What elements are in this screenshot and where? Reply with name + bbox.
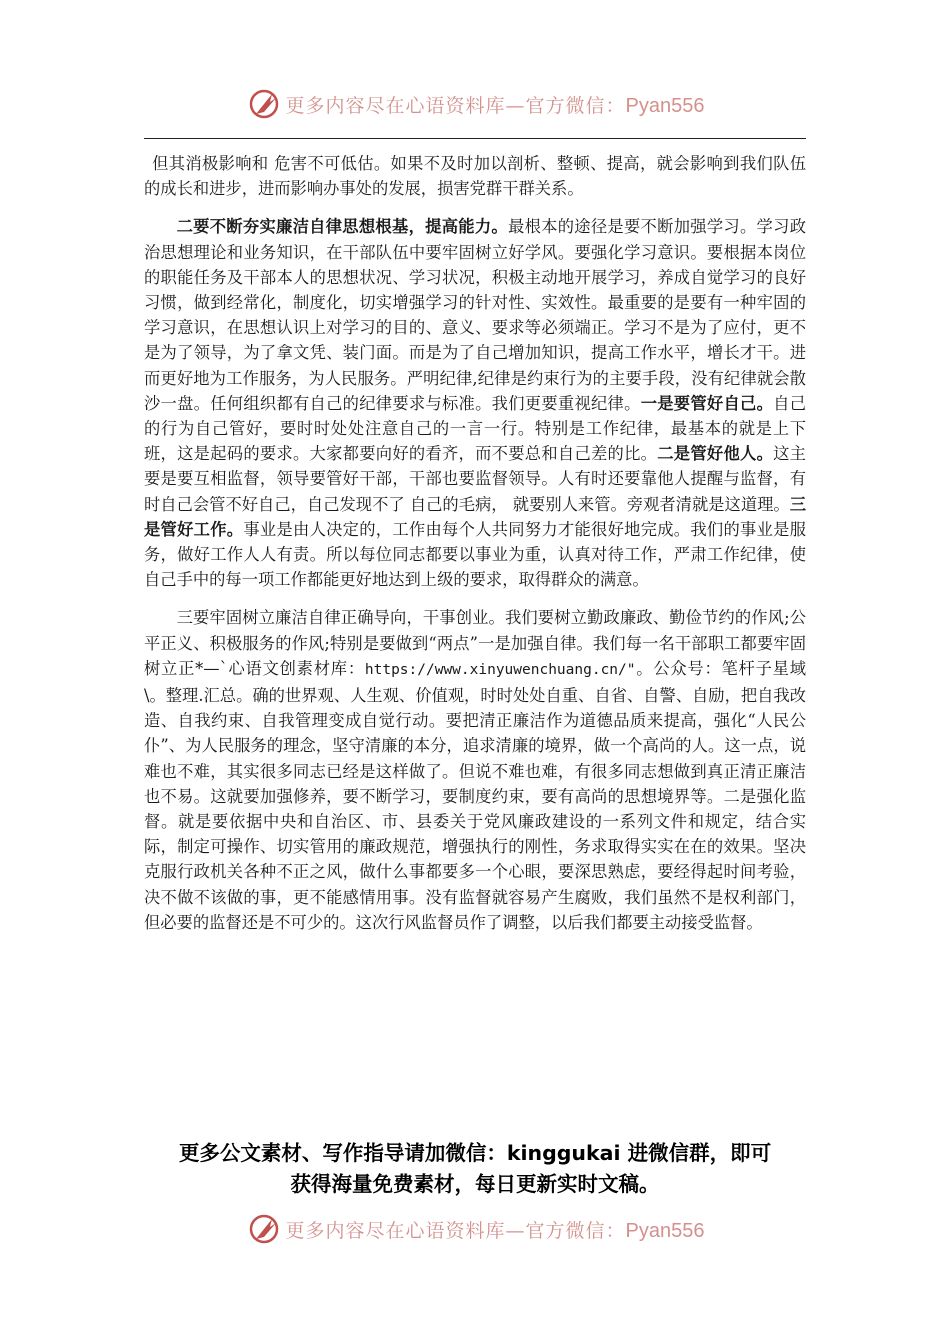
footer-banner-text: 更多内容尽在心语资料库—官方微信：Pyan556	[285, 1219, 705, 1242]
point-2-heading: 二是管好他人。	[657, 444, 774, 464]
header-banner	[0, 84, 950, 124]
source-url: https://www.xinyuwenchuang.cn/"	[364, 661, 636, 678]
paragraph-3: 三要牢固树立廉洁自律正确导向，干事创业。我们要树立勤政廉政、勤俭节约的作风;公平正义、积极服务的作风;特别是要做到“两点”一是加强自律。我们每一名干部职工都要牢固树立正*—`心语文创素材库：https://www.xinyuwenchuang.cn/"。公众号：笔杆子星域\。整理.汇总。确的世界观、人生观、价值观，时时处处自重、自省、自警、自励，把自我改造、自我约束、自我管理变成自觉行动。要把清正廉洁作为道德品质来提高，强化“人民公仆”、为人民服务的理念，坚守清廉的本分，追求清廉的境界，做一个高尚的人。这一点，说难也不难，其实很多同志已经是这样做了。但说不难也难，有很多同志想做到真正清正廉洁也不易。这就要加强修养，要不断学习，要制度约束，要有高尚的思想境界等。二是强化监督。就是要依据中央和自治区、市、县委关于党风廉政建设的一系列文件和规定，结合实际，制定可操作、切实管用的廉政规范，增强执行的刚性，务求取得实实在在的效果。坚决克服行政机关各种不正之风，做什么事都要多一个心眼，要深思熟虑，要经得起时间考验，决不做不该做的事，更不能感情用事。没有监督就容易产生腐败，我们虽然不是权利部门，但必要的监督还是不可少的。这次行风监督员作了调整，以后我们都要主动接受监督。	[144, 608, 806, 932]
paragraph-2: 二要不断夯实廉洁自律思想根基，提高能力。最根本的途径是要不断加强学习。学习政治思想理论和业务知识，在干部队伍中要牢固树立好学风。要强化学习意识。要根据本岗位的职能任务及干部本人的思想状况、学习状况，积极主动地开展学习，养成自觉学习的良好习惯，做到经常化，制度化，切实增强学习的针对性、实效性。最重要的是要有一种牢固的学习意识，在思想认识上对学习的目的、意义、要求等必须端正。学习不是为了应付，更不是为了领导，为了拿文凭、装门面。而是为了自己增加知识，提高工作水平，增长才干。进而更好地为工作服务，为人民服务。严明纪律,纪律是约束行为的主要手段，没有纪律就会散 沙一盘。任何组织都有自己的纪律要求与标准。我们更要重视纪律。一是要管好自己。自己的行为自己管好，要时时处处注意自己的一言一行。特别是工作纪律，最基本的就是上下班，这是起码的要求。大家都要向好的看齐，而不要总和自己差的比。二是管好他人。这主要是要互相监督，领导要管好干部，干部也要监督领导。人有时还要靠他人提醒与监督，有时自己会管不好自己，自己发现不了 自己的毛病， 就要别人来管。旁观者清就是这道理。三是管好工作。事业是由人决定的，工作由每个人共同努力才能很好地完成。我们的事业是服务，做好工作人人有责。所以每位同志都要以事业为重，认真对待工作，严肃工作纪律，使自己手中的每一项工作都能更好地达到上级的要求，取得群众的满意。	[144, 217, 806, 590]
paragraph-2-heading: 二要不断夯实廉洁自律思想根基，提高能力。	[176, 217, 508, 237]
promo-line-1: 更多公文素材、写作指导请加微信：kinggukai 进微信群，即可	[178, 1141, 772, 1165]
article-body	[144, 151, 806, 935]
header-banner-text: 更多内容尽在心语资料库—官方微信：Pyan556	[285, 94, 705, 117]
promo-line-2: 获得海量免费素材，每日更新实时文稿。	[290, 1172, 660, 1196]
quill-logo-icon	[246, 1211, 282, 1247]
paragraph-1: 但其消极影响和 危害不可低估。如果不及时加以剖析、整顿、提高，就会影响到我们队伍的成长和进步，进而影响办事处的发展，损害党群干群关系。	[144, 154, 806, 199]
header-divider	[144, 138, 806, 139]
footer-wechat-id: Pyan556	[625, 1219, 705, 1242]
point-3-heading: 三是管好工作。	[144, 494, 806, 539]
quill-logo-icon	[246, 86, 282, 122]
promo-notice	[120, 1138, 830, 1200]
footer-banner	[0, 1209, 950, 1249]
header-wechat-id: Pyan556	[625, 94, 705, 117]
point-1-heading: 一是要管好自己。	[640, 393, 774, 413]
